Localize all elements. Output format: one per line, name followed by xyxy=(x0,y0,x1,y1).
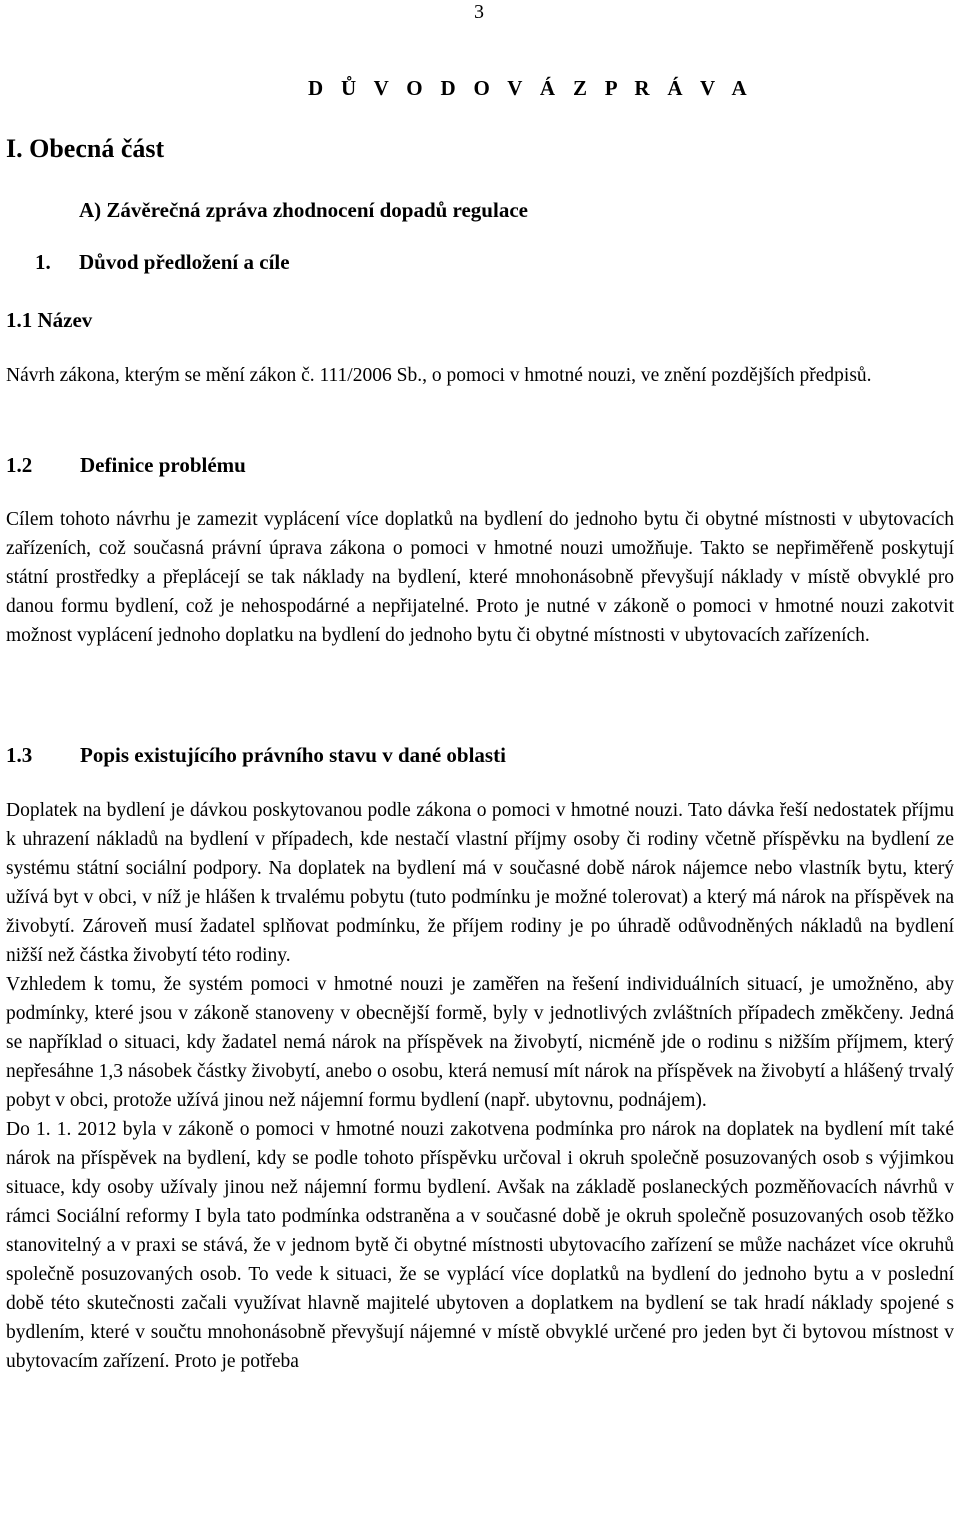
section-a-heading: A) Závěrečná zpráva zhodnocení dopadů regulace xyxy=(79,198,528,222)
section-1-3-body xyxy=(6,796,954,1376)
part-heading: I. Obecná část xyxy=(6,134,165,163)
section-1-3-title: Popis existujícího právního stavu v dané oblasti xyxy=(80,743,506,767)
subsection-1-title: Důvod předložení a cíle xyxy=(79,250,290,274)
subsection-1-heading xyxy=(35,249,290,275)
section-1-3-paragraph-2: Vzhledem k tomu, že systém pomoci v hmotné nouzi je zaměřen na řešení individuálních situací, je umožněno, aby podmínky, které jsou v zákoně stanoveny v obecnější formě, byly v jednotlivých zvláštních případech změkčeny. Jedná se například o situaci, kdy žadatel nemá nárok na příspěvek na živobytí, nicméně jde o rodinu s nižším příjmem, který nepřesáhne 1,3 násobek částky živobytí, anebo o osobu, která nemusí mít nárok na příspěvek na živobytí a hlášený trvalý pobyt v obci, protože užívá jinou než nájemní formu bydlení (např. ubytovnu, podnájem). xyxy=(6,974,954,1111)
section-1-2-title: Definice problému xyxy=(80,453,246,477)
section-1-1-heading: 1.1 Název xyxy=(6,308,93,332)
report-title: D Ů V O D O V Á Z P R Á V A xyxy=(308,76,753,100)
section-1-1-text: Návrh zákona, kterým se mění zákon č. 111/2006 Sb., o pomoci v hmotné nouzi, ve znění pozdějších předpisů. xyxy=(6,365,872,386)
section-1-3-number: 1.3 xyxy=(6,743,33,767)
section-1-2-number: 1.2 xyxy=(6,453,33,477)
subsection-1-number: 1. xyxy=(35,250,51,274)
section-1-3-paragraph-1: Doplatek na bydlení je dávkou poskytovanou podle zákona o pomoci v hmotné nouzi. Tato dávka řeší nedostatek příjmu k uhrazení nákladů na bydlení v případech, kde nestačí vlastní příjmy osoby či rodiny včetně příspěvku na bydlení ze systému státní sociální podpory. Na doplatek na bydlení má v současné době nárok nájemce nebo vlastník bytu, který užívá byt v obci, v níž je hlášen k trvalému pobytu (tuto podmínku je možné tolerovat) a který má nárok na příspěvek na živobytí. Zároveň musí žadatel splňovat podmínku, že příjem rodiny je po úhradě odůvodněných nákladů na bydlení nižší než částka živobytí této rodiny. xyxy=(6,800,954,966)
section-1-3-heading xyxy=(6,742,506,768)
section-1-2-text: Cílem tohoto návrhu je zamezit vyplácení více doplatků na bydlení do jednoho bytu či obytné místnosti v ubytovacích zařízeních, což současná právní úprava zákona o pomoci v hmotné nouzi umožňuje. Takto se nepřiměřeně poskytují státní prostředky a přeplácejí se tak náklady na bydlení, které mnohonásobně převyšují náklady v místě obvyklé pro danou formu bydlení, což je nehospodárné a nepřijatelné. Proto je nutné v zákoně o pomoci v hmotné nouzi zakotvit možnost vyplácení jednoho doplatku na bydlení do jednoho bytu či obytné místnosti v ubytovacích zařízeních. xyxy=(6,509,954,646)
section-1-2-heading xyxy=(6,452,246,478)
section-1-3-paragraph-3: Do 1. 1. 2012 byla v zákoně o pomoci v hmotné nouzi zakotvena podmínka pro nárok na doplatek na bydlení mít také nárok na příspěvek na bydlení, kdy se podle tohoto příspěvku určoval i okruh společně posuzovaných osob s výjimkou situace, kdy osoby užívaly jinou než nájemní formu bydlení. Avšak na základě poslaneckých pozměňovacích návrhů v rámci Sociální reformy I byla tato podmínka odstraněna a v současné době je okruh společně posuzovaných osob těžko stanovitelný a v praxi se stává, že v jednom bytě či obytné místnosti ubytovacího zařízení se může nacházet více okruhů společně posuzovaných osob. To vede k situaci, že se vyplácí více doplatků na bydlení do jednoho bytu a v poslední době této skutečnosti začali využívat hlavně majitelé ubytoven a doplatkem na bydlení se tak hradí náklady spojené s bydlením, které v součtu mnohonásobně převyšují nájemné v místě obvyklé určené pro jeden byt či bytovou místnost v ubytovacím zařízení. Proto je potřeba xyxy=(6,1119,954,1372)
page-number: 3 xyxy=(474,1,484,23)
